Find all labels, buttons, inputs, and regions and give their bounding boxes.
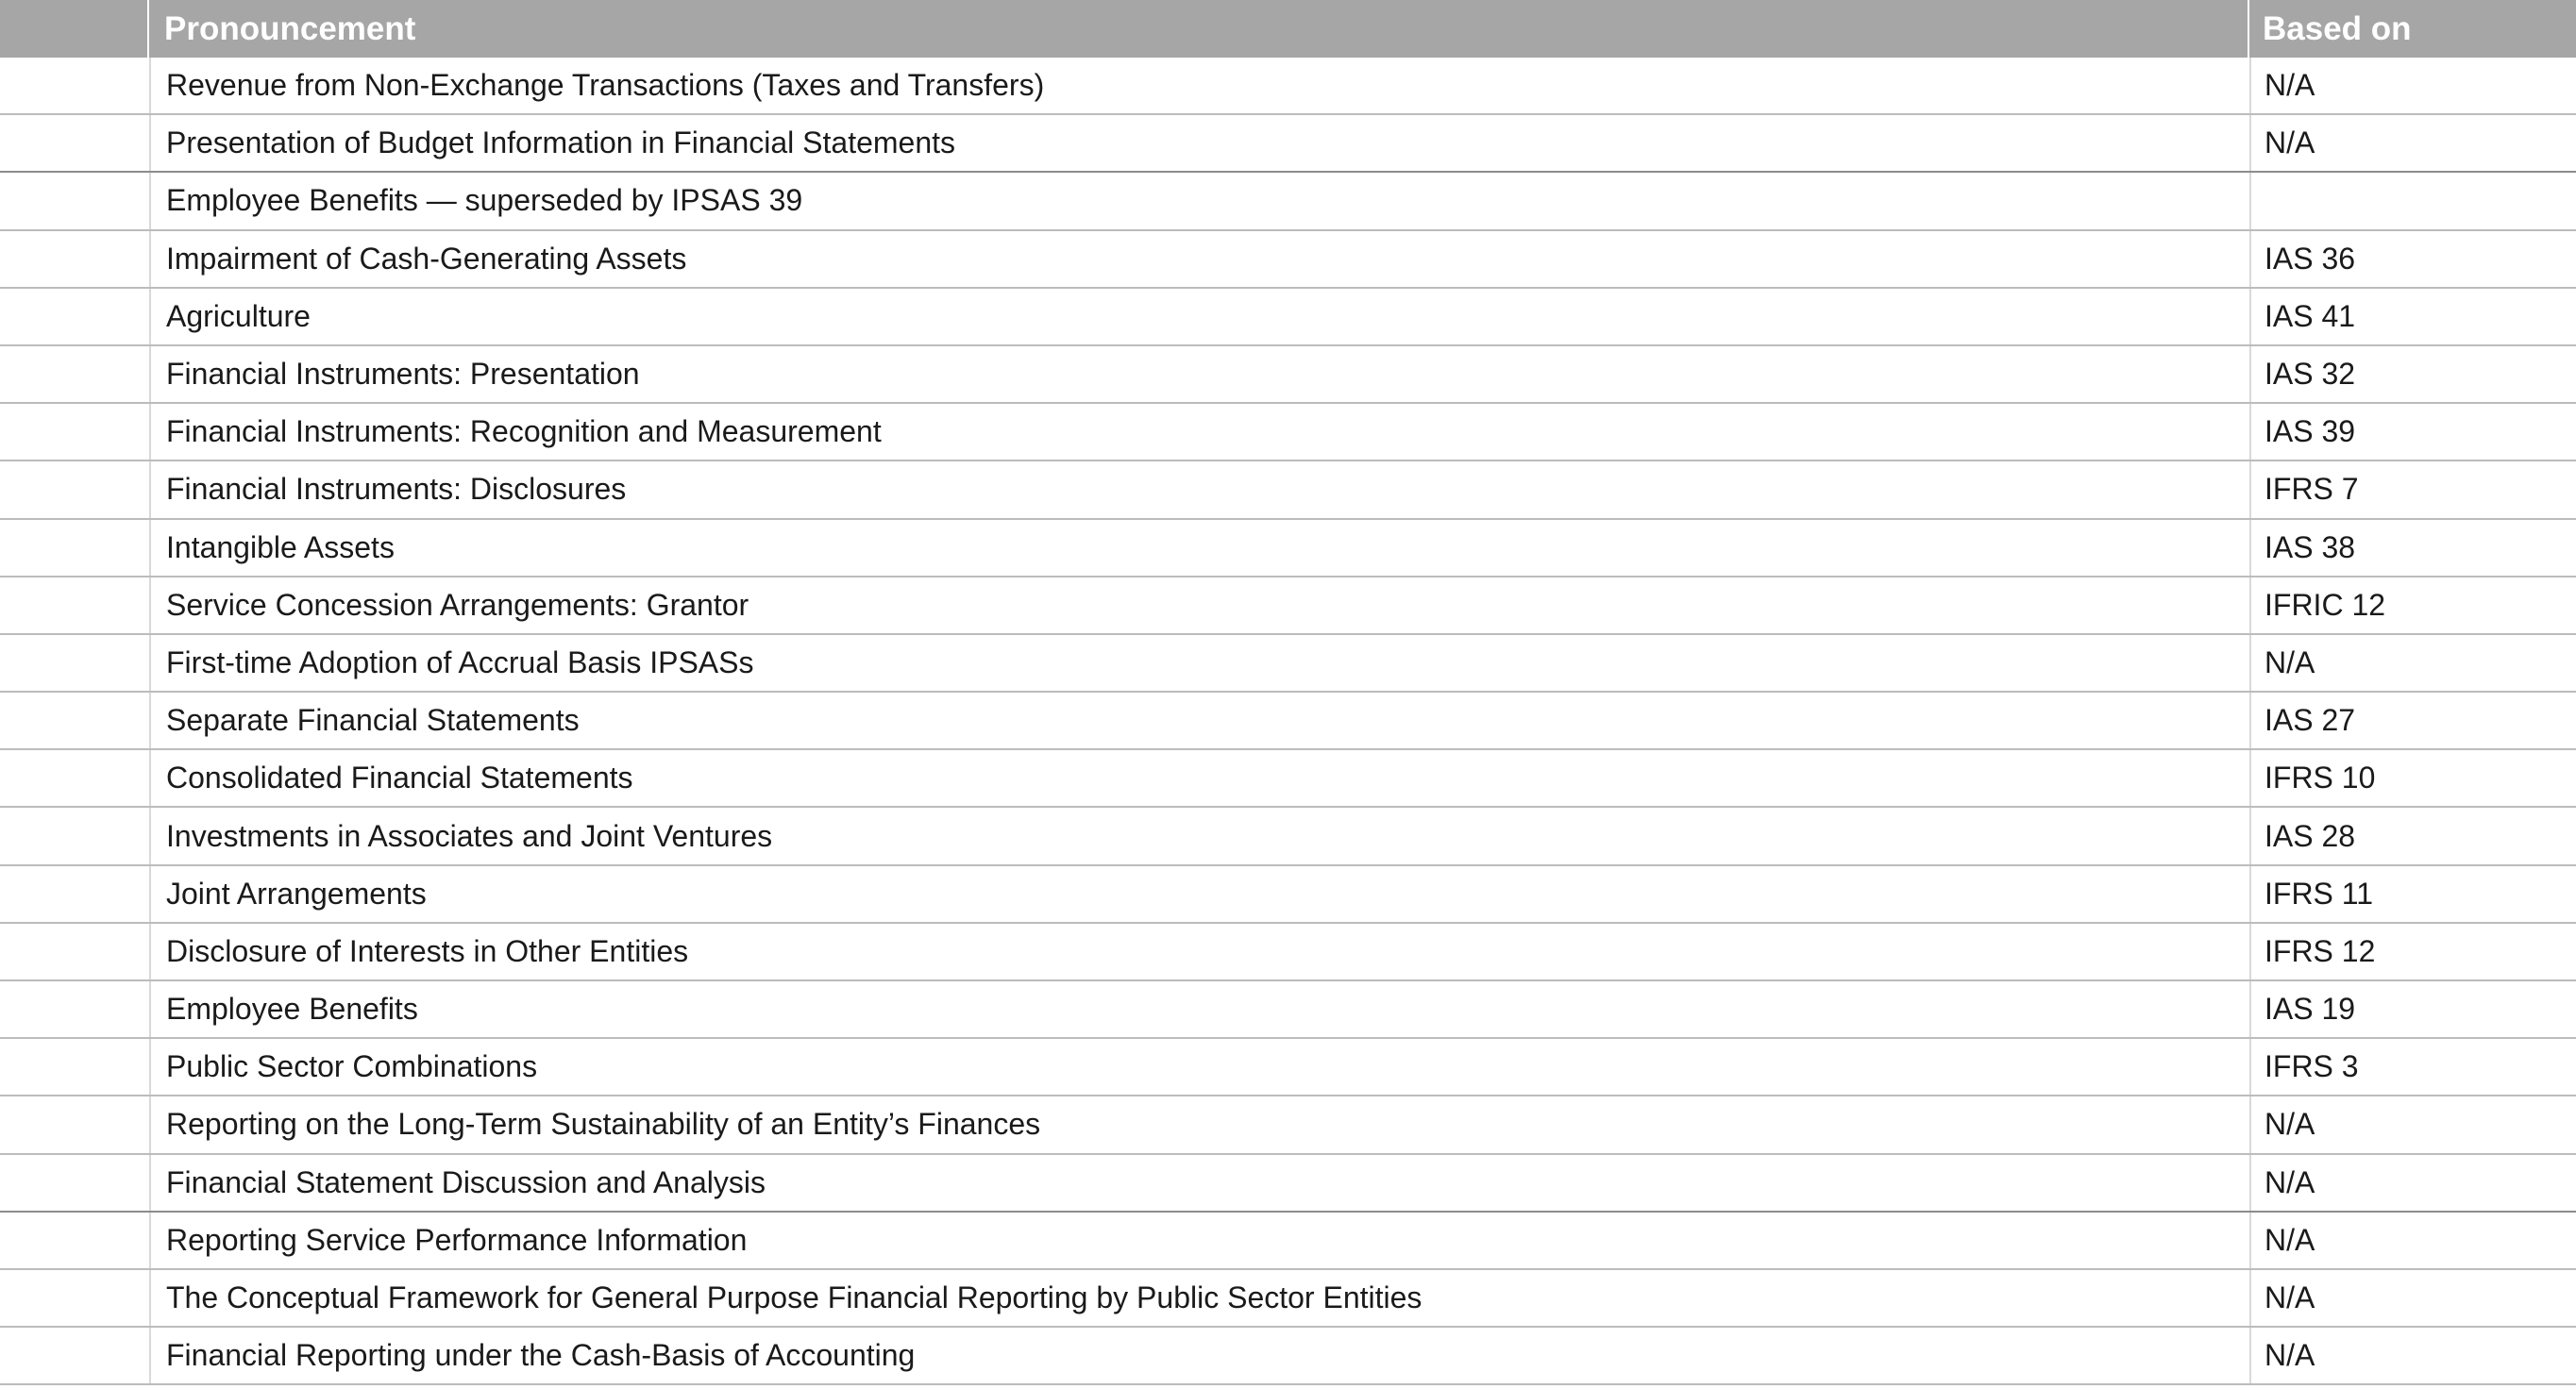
row-index-cell [0, 346, 149, 402]
table-body [0, 58, 2576, 1385]
table-row [0, 1213, 2576, 1270]
pronouncement-cell: Revenue from Non-Exchange Transactions (Taxes and Transfers) [149, 58, 2249, 113]
row-index-cell [0, 173, 149, 228]
table-row [0, 866, 2576, 924]
row-index-cell [0, 461, 149, 517]
table-row [0, 1270, 2576, 1328]
row-index-cell [0, 924, 149, 979]
table-row [0, 635, 2576, 693]
pronouncement-cell: Separate Financial Statements [149, 693, 2249, 748]
table-row [0, 115, 2576, 173]
table-row [0, 577, 2576, 635]
based-on-cell: IAS 36 [2249, 231, 2576, 287]
row-index-cell [0, 750, 149, 806]
table-row [0, 750, 2576, 808]
pronouncement-cell: Consolidated Financial Statements [149, 750, 2249, 806]
header-based-on: Based on [2263, 9, 2412, 47]
row-index-cell [0, 1213, 149, 1268]
pronouncement-cell: Employee Benefits [149, 981, 2249, 1037]
row-index-cell [0, 577, 149, 633]
pronouncement-cell: First-time Adoption of Accrual Basis IPSASs [149, 635, 2249, 691]
pronouncement-cell: Public Sector Combinations [149, 1039, 2249, 1095]
table-row [0, 1039, 2576, 1096]
row-index-cell [0, 289, 149, 344]
based-on-cell: IAS 38 [2249, 520, 2576, 576]
row-index-cell [0, 520, 149, 576]
row-index-cell [0, 115, 149, 171]
based-on-cell: N/A [2249, 635, 2576, 691]
table-row [0, 461, 2576, 519]
based-on-cell: N/A [2249, 1328, 2576, 1383]
based-on-cell: IFRS 12 [2249, 924, 2576, 979]
based-on-cell: N/A [2249, 1270, 2576, 1326]
table-row [0, 924, 2576, 981]
pronouncement-cell: Employee Benefits — superseded by IPSAS 39 [149, 173, 2249, 228]
table-row [0, 1328, 2576, 1385]
based-on-cell [2249, 173, 2576, 228]
header-pronouncement: Pronouncement [149, 0, 2249, 58]
row-index-cell [0, 1039, 149, 1095]
based-on-cell: N/A [2249, 58, 2576, 113]
based-on-cell: IAS 32 [2249, 346, 2576, 402]
pronouncement-cell: Financial Instruments: Presentation [149, 346, 2249, 402]
based-on-cell: N/A [2249, 1213, 2576, 1268]
based-on-cell: IAS 39 [2249, 404, 2576, 460]
pronouncement-cell: Intangible Assets [149, 520, 2249, 576]
pronouncement-cell: Reporting Service Performance Information [149, 1213, 2249, 1268]
row-index-cell [0, 1155, 149, 1211]
table-row [0, 693, 2576, 750]
based-on-cell: N/A [2249, 115, 2576, 171]
based-on-cell: N/A [2249, 1096, 2576, 1152]
pronouncement-cell: Joint Arrangements [149, 866, 2249, 922]
pronouncement-cell: Disclosure of Interests in Other Entities [149, 924, 2249, 979]
table-row [0, 346, 2576, 404]
table-row [0, 231, 2576, 289]
pronouncement-cell: Service Concession Arrangements: Grantor [149, 577, 2249, 633]
row-index-cell [0, 1270, 149, 1326]
pronouncement-cell: Financial Instruments: Recognition and Measurement [149, 404, 2249, 460]
table-row [0, 1096, 2576, 1154]
row-index-cell [0, 1096, 149, 1152]
row-index-cell [0, 404, 149, 460]
based-on-cell: IFRS 7 [2249, 461, 2576, 517]
row-index-cell [0, 808, 149, 863]
header-index-cell [0, 0, 149, 58]
based-on-cell: IAS 27 [2249, 693, 2576, 748]
based-on-cell: IFRS 3 [2249, 1039, 2576, 1095]
row-index-cell [0, 1328, 149, 1383]
pronouncement-cell: Financial Reporting under the Cash-Basis of Accounting [149, 1328, 2249, 1383]
table-row [0, 520, 2576, 577]
table-row [0, 289, 2576, 346]
based-on-cell: IFRS 11 [2249, 866, 2576, 922]
table-row [0, 808, 2576, 865]
pronouncement-cell: Financial Instruments: Disclosures [149, 461, 2249, 517]
row-index-cell [0, 981, 149, 1037]
pronouncement-cell: Investments in Associates and Joint Ventures [149, 808, 2249, 863]
row-index-cell [0, 693, 149, 748]
pronouncement-cell: Agriculture [149, 289, 2249, 344]
table-row [0, 58, 2576, 115]
based-on-cell: IFRS 10 [2249, 750, 2576, 806]
table-row [0, 404, 2576, 461]
pronouncement-cell: The Conceptual Framework for General Purpose Financial Reporting by Public Sector Entities [149, 1270, 2249, 1326]
table-header [0, 0, 2576, 58]
based-on-cell: IAS 41 [2249, 289, 2576, 344]
pronouncement-cell: Financial Statement Discussion and Analysis [149, 1155, 2249, 1211]
row-index-cell [0, 231, 149, 287]
pronouncement-cell: Presentation of Budget Information in Financial Statements [149, 115, 2249, 171]
row-index-cell [0, 635, 149, 691]
based-on-cell: IFRIC 12 [2249, 577, 2576, 633]
table-row [0, 173, 2576, 230]
based-on-cell: IAS 19 [2249, 981, 2576, 1037]
table-row [0, 1155, 2576, 1213]
based-on-cell: IAS 28 [2249, 808, 2576, 863]
based-on-cell: N/A [2249, 1155, 2576, 1211]
pronouncement-cell: Impairment of Cash-Generating Assets [149, 231, 2249, 287]
row-index-cell [0, 866, 149, 922]
row-index-cell [0, 58, 149, 113]
table-row [0, 981, 2576, 1039]
pronouncement-cell: Reporting on the Long-Term Sustainability of an Entity’s Finances [149, 1096, 2249, 1152]
